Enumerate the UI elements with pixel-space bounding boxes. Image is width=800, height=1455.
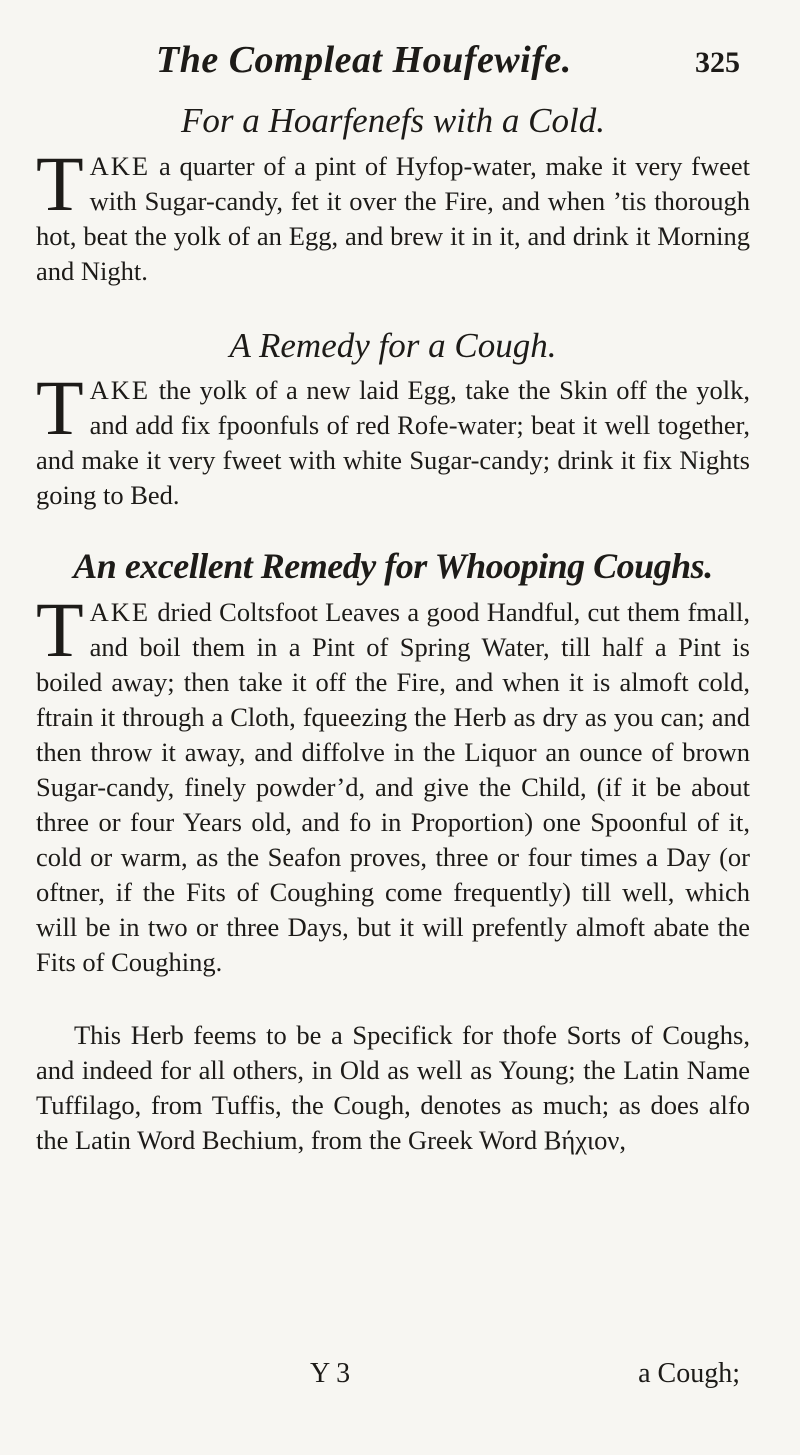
recipe-heading: For a Hoarfenefs with a Cold. (181, 101, 605, 140)
catchword: a Cough; (638, 1358, 740, 1389)
recipe-body (36, 364, 750, 513)
recipe-hoarseness (36, 102, 750, 289)
drop-cap: T (36, 585, 84, 673)
recipe-body (36, 139, 750, 289)
recipe-text: dried Coltsfoot Leaves a good Handful, cut them fmall, and boil them in a Pint of Spring Water, till half a Pint is boiled away; then take it off the Fire, and when it is almoft cold, ftrain it through a Cloth, fqueezing the Herb as dry as you can; and then throw it away, and diffolve in the Liquor an ounce of brown Sugar-candy, finely powder’d, and give the Child, (if it be about three or four Years old, and fo in Proportion) one Spoonful of it, cold or warm, as the Seafon proves, three or four times a Day (or oftner, if the Fits of Coughing come frequently) till well, which will be in two or three Days, but it will prefently almoft abate the Fits of Coughing. (36, 596, 750, 977)
recipe-body (36, 585, 750, 980)
recipe-heading: An excellent Remedy for Whooping Coughs. (73, 546, 713, 586)
recipe-text: a quarter of a pint of Hyfop-water, make it very fweet with Sugar-candy, fet it over the Fire, and when ’tis thorough hot, beat the yolk of an Egg, and brew it in it, and drink it Morning and Night. (36, 150, 750, 286)
first-word: AKE (89, 375, 151, 405)
herb-note: This Herb feems to be a Specifick for thofe Sorts of Coughs, and indeed for all others, in Old as well as Young; the Latin Name Tuffilago, from Tuffis, the Cough, denotes as much; as does alfo the Latin Word Bechium, from the Greek Word Βήχιον, (36, 1019, 750, 1155)
first-word: AKE (89, 596, 151, 627)
recipe-whooping-cough (36, 547, 750, 1158)
recipe-heading: A Remedy for a Cough. (229, 325, 557, 365)
running-head (36, 28, 750, 88)
recipe-cough (36, 327, 750, 514)
drop-cap: T (36, 364, 84, 451)
signature-mark: Y 3 (310, 1358, 351, 1389)
recipe-text: the yolk of a new laid Egg, take the Skin off the yolk, and add fix fpoonfuls of red Rofe-water; beat it well together, and make it very fweet with white Sugar-candy; drink it fix Nights going to Bed. (36, 375, 750, 510)
page-number: 325 (695, 46, 740, 79)
drop-cap: T (36, 139, 84, 227)
first-word: AKE (89, 150, 151, 181)
running-head-title: The Compleat Houfewife. (156, 39, 572, 81)
